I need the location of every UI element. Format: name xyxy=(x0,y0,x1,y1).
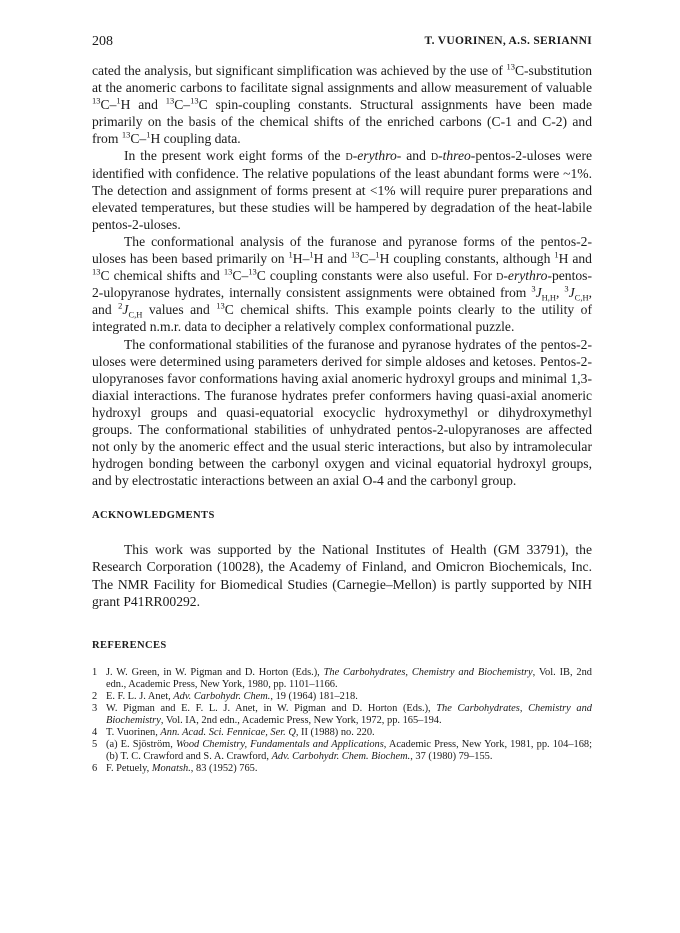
page-number: 208 xyxy=(92,34,113,49)
references-list xyxy=(92,667,592,776)
article-body xyxy=(92,62,592,776)
reference-item: 3 W. Pigman and E. F. L. J. Anet, in W. Pigman and D. Horton (Eds.), The Carbohydrates, Chemistry and Biochemistry, Vol. IA, 2nd edn., Academic Press, New York, 1972, pp. 165–194. xyxy=(92,703,592,727)
reference-item: 5 (a) E. Sjöström, Wood Chemistry, Fundamentals and Applications, Academic Press, New York, 1981, pp. 104–168; (b) T. C. Crawford and S. A. Crawford, Adv. Carbohydr. Chem. Biochem., 37 (1980) 79–155. xyxy=(92,739,592,763)
running-head: T. VUORINEN, A.S. SERIANNI xyxy=(424,35,592,47)
paragraph-1: cated the analysis, but significant simplification was achieved by the use of $^{13}$C-substitution at the anomeric carbons to facilitate signal assignments and allow measurement of valuable $^{13}$C–$^1$H and $^{13}$C–$^{13}$C spin-coupling constants. Structural assignments have been made primarily on the basis of the chemical shifts of the enriched carbons (C-1 and C-2) and from $^{13}$C–$^1$H coupling data. xyxy=(92,61,592,147)
acknowledgments-text: This work was supported by the National Institutes of Health (GM 33791), the Research Corporation (10028), the Academy of Finland, and Omicron Biochemicals, Inc. The NMR Facility for Biomedical Studies (Carnegie–Mellon) is partly supported by NIH grant P41RR00292. xyxy=(92,542,592,609)
reference-item: 4 T. Vuorinen, Ann. Acad. Sci. Fennicae, Ser. Q, II (1988) no. 220. xyxy=(92,727,375,739)
references-heading: REFERENCES xyxy=(92,639,167,651)
paragraph-2: In the present work eight forms of the d-erythro- and d-threo-pentos-2-uloses were identified with confidence. The relative populations of the least abundant forms were ~1%. The detection and assignment of forms present at <1% will require purer preparations and elevated temperatures, but these studies will be hampered by degradation of the heat-labile pentos-2-uloses. xyxy=(92,148,593,232)
paragraph-3: The conformational analysis of the furanose and pyranose forms of the pentos-2-uloses has been based primarily on $^1$H–$^1$H and $^{13}$C–$^1$H coupling constants, although $^1$H and $^{13}$C chemical shifts and $^{13}$C–$^{13}$C coupling constants were also useful. For d-erythro-pentos-2-ulopyranose hydrates, internally consistent assignments were obtained from $^3J_{H,H}$, $^3J_{C,H}$, and $^2J_{C,H}$ values and $^{13}$C chemical shifts. This example points clearly to the utility of integrated n.m.r. data to decipher a relatively complex conformational puzzle. xyxy=(92,233,592,335)
acknowledgments-heading: ACKNOWLEDGMENTS xyxy=(92,510,215,522)
paragraph-4: The conformational stabilities of the furanose and pyranose hydrates of the pentos-2-uloses were determined using parameters derived for simple aldoses and ketoses. Pentos-2-ulopyranoses favor conformations having axial anomeric hydroxyl groups and minimal 1,3-diaxial interactions. The furanose hydrates prefer conformers having quasi-axial anomeric hydroxyl groups and quasi-equatorial exocyclic hydroxymethyl or dihydroxymethyl groups. The conformational stabilities of unhydrated pentos-2-ulopyranoses are affected not only by the anomeric effect and the usual steric interactions, but also by intramolecular hydrogen bonding between the carbonyl oxygen and vicinal equatorial hydroxyl groups, and by electrostatic interactions between an axial O-4 and the carbonyl group. xyxy=(92,336,592,489)
reference-item: 6 F. Petuely, Monatsh., 83 (1952) 765. xyxy=(92,763,258,775)
page-header xyxy=(92,34,592,52)
reference-item: 1 J. W. Green, in W. Pigman and D. Horton (Eds.), The Carbohydrates, Chemistry and Biochemistry, Vol. IB, 2nd edn., Academic Press, New York, 1980, pp. 1101–1166. xyxy=(92,666,592,690)
reference-item: 2 E. F. L. J. Anet, Adv. Carbohydr. Chem., 19 (1964) 181–218. xyxy=(92,690,358,702)
